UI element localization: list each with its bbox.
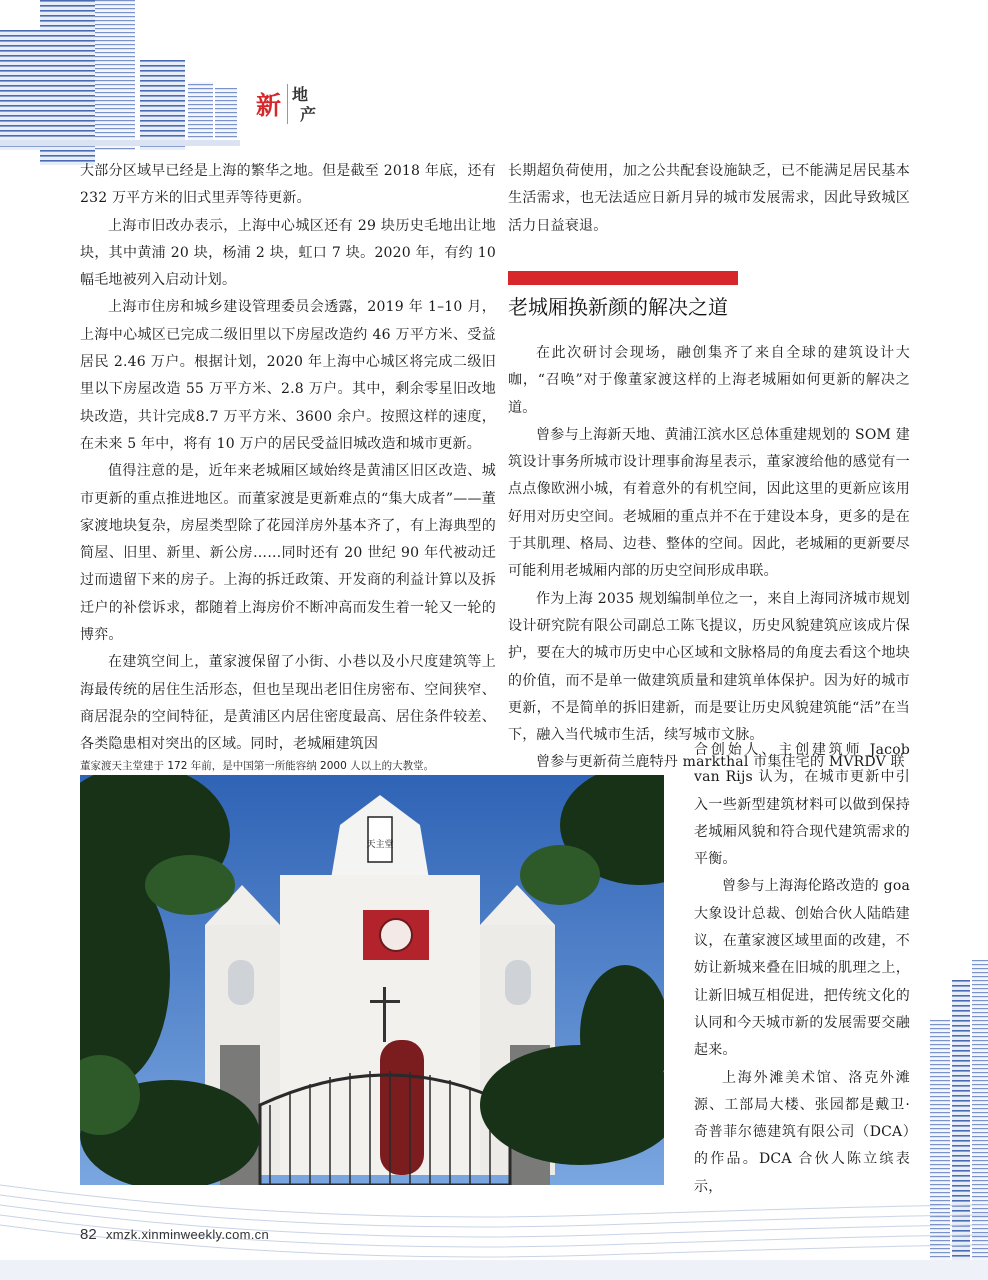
paragraph: 曾参与更新荷兰鹿特丹 markthal 市集住宅的 MVRDV 联 — [536, 754, 905, 771]
paragraph: 上海市旧改办表示，上海中心城区还有 29 块历史毛地出让地块，其中黄浦 20 块，杨浦 2 块，虹口 7 块。2020 年，有约 10 幅毛地被列入启动计划。 — [80, 217, 496, 289]
logo-char-chan: 产 — [300, 105, 317, 124]
paragraph: 合创始人、主创建筑师 Jacob van Rijs 认为，在城市更新中引入一些新型建筑材料可以做到保持老城厢风貌和符合现代建筑需求的平衡。 — [694, 742, 910, 868]
logo-char-di: 地 — [292, 85, 309, 104]
paragraph: 长期超负荷使用，加之公共配套设施缺乏，已不能满足居民基本生活需求，也无法适应日新月异的城市发展需求，因此导致城区活力日益衰退。 — [508, 163, 910, 234]
paragraph: 曾参与上海新天地、黄浦江滨水区总体重建规划的 SOM 建筑设计事务所城市设计理事俞海星表示，董家渡给他的感觉有一点点像欧洲小城，有着意外的有机空间，因此这里的更新应该用好用对历史空间。老城厢的重点并不在于建设本身，更多的是在于其肌理、格局、边巷、整体的空间。因此，老城厢的更新要尽可能利用老城厢内部的历史空间形成串联。 — [508, 426, 910, 580]
logo-char-xin: 新 — [256, 91, 282, 120]
church-photo — [80, 775, 664, 1185]
footer-url: xmzk.xinminweekly.com.cn — [106, 1227, 269, 1242]
photo-caption: 董家渡天主堂建于 172 年前，是中国第一所能容纳 2000 人以上的大教堂。 — [80, 760, 435, 772]
page-number: 82 — [80, 1226, 97, 1243]
paragraph: 在建筑空间上，董家渡保留了小街、小巷以及小尺度建筑等上海最传统的居住生活形态，但也呈现出老旧住房密布、空间狭窄、商居混杂的空间特征，是黄浦区内居住密度最高、居住条件较差、各类隐患相对突出的区域。同时，老城厢建筑因 — [80, 654, 496, 753]
right-column — [508, 340, 910, 777]
logo-divider — [287, 84, 288, 124]
left-column — [80, 158, 496, 759]
footer-wave-graphic — [0, 1165, 988, 1280]
section-accent-bar — [508, 271, 738, 285]
paragraph: 作为上海 2035 规划编制单位之一，来自上海同济城市规划设计研究院有限公司副总工陈飞提议，历史风貌建筑应该成片保护，要在大的城市历史中心区域和文脉格局的角度去看这个地块的价值，而不是单一做建筑质量和建筑单体保护。因为好的城市更新，不是简单的拆旧建新，而是要让历史风貌建筑能“活”在当下，融入当代城市生活，续写城市文脉。 — [508, 590, 910, 744]
section-logo — [256, 84, 326, 134]
paragraph: 曾参与上海海伦路改造的 goa 大象设计总裁、创始合伙人陆皓建议，在董家渡区域里面的改建，不妨让新城来叠在旧城的肌理之上，让新旧城互相促进，把传统文化的认同和今天城市新的发展需要交融起来。 — [694, 878, 910, 1059]
church-illustration — [80, 775, 664, 1185]
header-buildings-graphic — [0, 0, 300, 165]
church-sign-text: 天主堂 — [366, 840, 394, 850]
paragraph: 大部分区域早已经是上海的繁华之地。但是截至 2018 年底，还有 232 万平方米的旧式里弄等待更新。 — [80, 163, 496, 207]
paragraph: 在此次研讨会现场，融创集齐了来自全球的建筑设计大咖，“召唤”对于像董家渡这样的上海老城厢如何更新的解决之道。 — [508, 345, 910, 416]
narrow-column — [694, 737, 910, 1201]
paragraph: 上海市住房和城乡建设管理委员会透露，2019 年 1–10 月，上海中心城区已完成二级旧里以下房屋改造约 46 万平方米、受益居民 2.46 万户。根据计划，2020 年上海中心城区将完成二级旧里以下房屋改造 55 万平方米、2.8 万户。其中，剩余零星旧改地块改造，共计完成8.7 万平方米、3600 余户。按照这样的速度，在未来 5 年中，将有 10 万户的居民受益旧城改造和城市更新。 — [80, 299, 496, 452]
right-column-top — [508, 158, 910, 240]
section-heading: 老城厢换新颜的解决之道 — [508, 295, 728, 319]
paragraph: 上海外滩美术馆、洛克外滩源、工部局大楼、张园都是戴卫·奇普菲尔德建筑有限公司（DCA）的作品。DCA 合伙人陈立缤表示， — [694, 1069, 910, 1195]
paragraph: 值得注意的是，近年来老城厢区域始终是黄浦区旧区改造、城市更新的重点推进地区。而董家渡是更新难点的“集大成者”——董家渡地块复杂，房屋类型除了花园洋房外基本齐了，有上海典型的简屋、旧里、新里、新公房……同时还有 20 世纪 90 年代被动迁过而遗留下来的房子。上海的拆迁政策、开发商的利益计算以及拆迁户的补偿诉求，都随着上海房价不断冲高而发生着一轮又一轮的博弈。 — [80, 463, 496, 644]
